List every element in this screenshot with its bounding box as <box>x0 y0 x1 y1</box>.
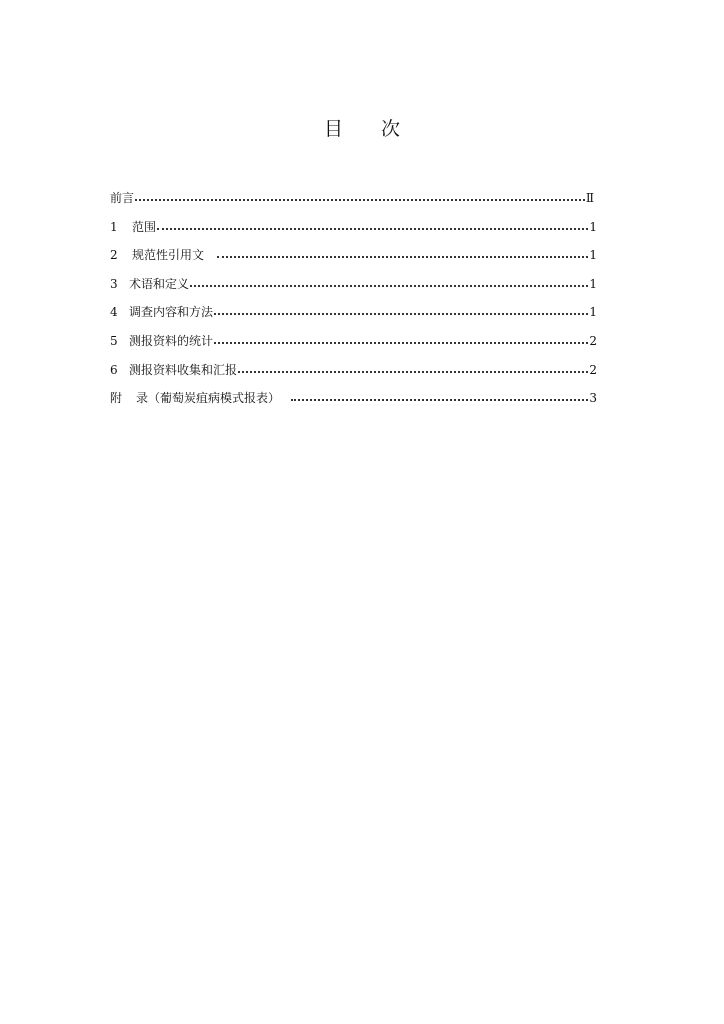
toc-leader-dots <box>190 276 588 288</box>
toc-title-char-2: 次 <box>381 118 401 140</box>
toc-entry-label: 测报资料收集和汇报 <box>129 362 238 377</box>
toc-entry-label: 调查内容和方法 <box>129 305 214 320</box>
toc-entry-page: 1 <box>589 305 597 320</box>
toc-entry-scope[interactable] <box>110 219 597 248</box>
toc-list <box>110 190 597 419</box>
toc-entry-label: 术语和定义 <box>129 276 190 291</box>
toc-entry-number: 1 <box>110 219 118 234</box>
toc-leader-dots <box>291 390 588 402</box>
toc-leader-dots <box>214 304 588 316</box>
toc-entry-number: 5 <box>110 333 118 348</box>
toc-entry-label: 前言 <box>110 191 135 205</box>
toc-leader-dots <box>214 333 588 345</box>
toc-title-char-1: 目 <box>323 118 343 140</box>
toc-entry-number: 3 <box>110 276 118 291</box>
toc-entry-normative-references[interactable] <box>110 247 597 276</box>
toc-entry-data-statistics[interactable] <box>110 333 597 362</box>
toc-entry-label: 规范性引用文 <box>132 248 205 263</box>
toc-entry-page: 2 <box>589 333 597 348</box>
toc-entry-page: 3 <box>589 391 597 406</box>
toc-entry-label: 录（葡萄炭疽病模式报表） <box>136 391 281 406</box>
toc-entry-page: 1 <box>589 219 597 234</box>
toc-entry-number: 2 <box>110 248 118 263</box>
toc-entry-page: 1 <box>589 276 597 291</box>
toc-entry-label: 测报资料的统计 <box>129 333 214 348</box>
toc-entry-number: 附 <box>110 391 123 406</box>
toc-entry-preface[interactable] <box>110 190 597 219</box>
toc-entry-appendix[interactable] <box>110 390 597 419</box>
toc-entry-page: Ⅱ <box>585 191 594 205</box>
toc-leader-dots <box>217 247 588 259</box>
toc-leader-dots <box>135 190 585 202</box>
toc-entry-survey-methods[interactable] <box>110 304 597 333</box>
toc-entry-page: 2 <box>589 362 597 377</box>
toc-entry-data-collection-reporting[interactable] <box>110 362 597 391</box>
toc-entry-terms-definitions[interactable] <box>110 276 597 305</box>
toc-entry-number: 6 <box>110 362 118 377</box>
toc-title <box>0 114 724 141</box>
toc-leader-dots <box>238 362 588 374</box>
toc-entry-page: 1 <box>589 248 597 263</box>
toc-entry-label: 范围 <box>132 219 157 234</box>
toc-entry-number: 4 <box>110 305 118 320</box>
toc-leader-dots <box>157 219 588 231</box>
